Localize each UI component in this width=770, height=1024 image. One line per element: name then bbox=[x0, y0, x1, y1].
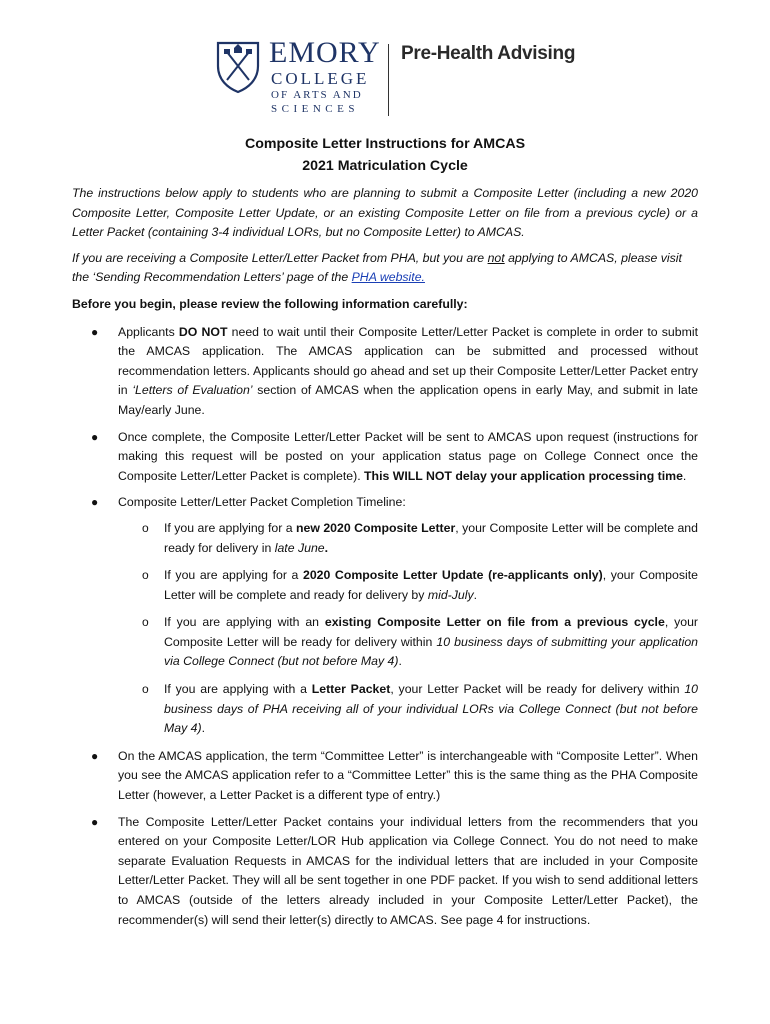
s1-text-e: . bbox=[324, 540, 329, 555]
list-item bbox=[72, 323, 698, 421]
bullet-icon: ● bbox=[91, 324, 99, 339]
logo-college-text: COLLEGE bbox=[271, 69, 370, 88]
sub-bullet-icon: o bbox=[142, 615, 149, 630]
note-text-a: If you are receiving a Composite Letter/Letter Packet from PHA, but you are bbox=[72, 250, 488, 265]
office-name: Pre-Health Advising bbox=[401, 43, 576, 64]
logo-sciences-text: SCIENCES bbox=[271, 103, 359, 115]
s2-text-c: , your Composite Letter will be complete and ready for delivery by bbox=[164, 568, 698, 602]
s3-text-a: If you are applying with an bbox=[164, 615, 325, 630]
page-title: Composite Letter Instructions for AMCAS bbox=[244, 136, 526, 152]
packet-contents-note: The Composite Letter/Letter Packet contains your individual letters from the recommenders that you entered on your Composite Letter/LOR Hub application via College Connect. You do not need to make separate Evaluation Requests in AMCAS for the individual letters that are included in your Composite Letter/Letter Packet. They will all be sent together in one PDF packet. If you wish to send additional letters to AMCAS (outside of the letters already included in your Composite Letter/Letter Packet), the recommender(s) will send their letter(s) directly to AMCAS. See page 4 for instructions. bbox=[118, 814, 698, 927]
s2-update: 2020 Composite Letter Update (re-applicants only) bbox=[302, 568, 603, 583]
logo-emory-text: EMORY bbox=[269, 36, 381, 69]
s4-text-e: . bbox=[201, 721, 206, 736]
bullet-icon: ● bbox=[91, 814, 99, 829]
sub-list-item bbox=[118, 566, 698, 605]
b1-text-c: need to wait until their Composite Letter/Letter Packet is complete in order to submit the AMCAS application. The AMCAS application can be submitted and processed without recommendation letters. Applicants should go ahead and set up their Composite Letter/Letter Packet entry in bbox=[118, 324, 698, 398]
s1-new-letter: new 2020 Composite Letter bbox=[296, 520, 456, 535]
s1-text-c: , your Composite Letter will be complete and ready for delivery in bbox=[164, 520, 698, 555]
note-emphasis-not: not bbox=[487, 250, 505, 265]
intro-paragraph: The instructions below apply to students who are planning to submit a Composite Letter (including a new 2020 Composite Letter, Composite Letter Update, or an existing Composite Letter on file from a previous cycle) or a Letter Packet (containing 3-4 individual LORs, but no Composite Letter) to AMCAS. bbox=[72, 186, 698, 240]
s3-text-e: . bbox=[398, 654, 402, 669]
b2-text-c: . bbox=[682, 468, 687, 483]
emory-shield-logo bbox=[215, 40, 261, 94]
s4-text-c: , your Letter Packet will be ready for delivery within bbox=[390, 682, 685, 697]
before-heading: Before you begin, please review the following information carefully: bbox=[72, 296, 468, 311]
timeline-list bbox=[118, 519, 698, 739]
b2-text-a: Once complete, the Composite Letter/Letter Packet will be sent to AMCAS upon request (instructions for making this request will be posted on your application status page on College Connect once the Composite Letter/Letter Packet is complete). bbox=[118, 429, 698, 483]
sub-list-item bbox=[118, 519, 698, 558]
s3-text-c: , your Composite Letter will be ready for delivery within bbox=[164, 615, 698, 649]
b1-do-not: DO NOT bbox=[178, 324, 228, 339]
s4-letter-packet: Letter Packet bbox=[311, 682, 391, 697]
s2-mid-july: mid-July bbox=[427, 587, 474, 602]
sub-list-item bbox=[118, 613, 698, 672]
list-item bbox=[72, 493, 698, 739]
b2-no-delay: This WILL NOT delay your application processing time bbox=[364, 468, 683, 483]
s4-text-a: If you are applying with a bbox=[164, 682, 312, 697]
note-text-b: applying to AMCAS, please visit the ‘Sending Recommendation Letters’ page of the bbox=[72, 250, 682, 285]
bullet-icon: ● bbox=[91, 748, 99, 763]
b1-text-e: section of AMCAS when the application opens in early May, and submit in late May/early June. bbox=[118, 383, 698, 417]
s2-text-a: If you are applying for a bbox=[164, 568, 303, 583]
list-item bbox=[72, 813, 698, 931]
s2-text-e: . bbox=[473, 587, 478, 602]
timeline-heading: Composite Letter/Letter Packet Completion Timeline: bbox=[118, 495, 406, 510]
document-body bbox=[72, 133, 698, 937]
b1-letters-of-evaluation: ‘Letters of Evaluation’ bbox=[132, 383, 253, 398]
non-amcas-note bbox=[72, 249, 698, 288]
s1-text-a: If you are applying for a bbox=[164, 520, 296, 535]
list-item bbox=[72, 747, 698, 806]
s4-business-days: 10 business days of PHA receiving all of your individual LORs via College Connect (but not before May 4) bbox=[164, 682, 699, 736]
bullet-icon: ● bbox=[91, 495, 99, 510]
sub-bullet-icon: o bbox=[142, 682, 149, 697]
s3-existing-letter: existing Composite Letter on file from a previous cycle bbox=[324, 615, 665, 630]
pha-website-link[interactable]: PHA website. bbox=[351, 270, 425, 285]
bullet-icon: ● bbox=[91, 429, 99, 444]
sub-list-item bbox=[118, 680, 698, 739]
document-header bbox=[0, 0, 770, 125]
list-item bbox=[72, 428, 698, 487]
sub-bullet-icon: o bbox=[142, 568, 149, 583]
info-list bbox=[72, 323, 698, 931]
b1-text-a: Applicants bbox=[118, 324, 179, 339]
committee-letter-note: On the AMCAS application, the term “Committee Letter” is interchangeable with “Composite Letter”. When you see the AMCAS application refer to a “Committee Letter” this is the same thing as the PHA Composite Letter (however, a Letter Packet is a different type of entry.) bbox=[118, 748, 698, 803]
s1-late-june: late June bbox=[274, 540, 325, 555]
logo-arts-text: OF ARTS AND bbox=[271, 89, 363, 101]
s3-business-days: 10 business days of submitting your application via College Connect (but not before May 4) bbox=[164, 634, 699, 669]
sub-bullet-icon: o bbox=[142, 520, 149, 535]
header-divider bbox=[388, 44, 389, 116]
page-subtitle: 2021 Matriculation Cycle bbox=[302, 158, 468, 174]
